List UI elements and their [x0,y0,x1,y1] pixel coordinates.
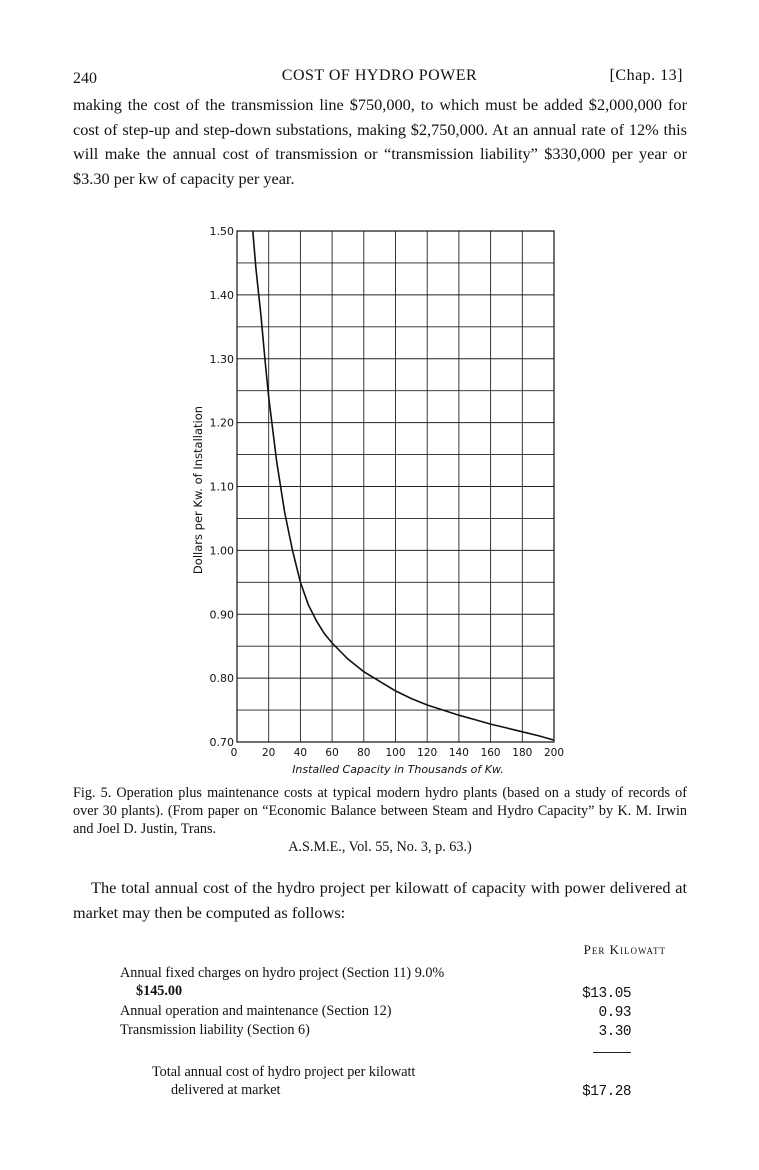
x-tick-label: 20 [262,747,276,759]
cost-curve [253,231,554,740]
column-header [584,942,666,958]
y-tick-label: 1.00 [209,544,234,558]
x-axis-label: Installed Capacity in Thousands of Kw. [292,763,504,776]
row-fixed-charges-value: $13.05 [582,986,631,1002]
y-tick-label: 0.70 [209,736,234,749]
y-tick-label: 0.90 [209,608,234,622]
total-rule [593,1052,631,1053]
x-tick-label: 100 [385,747,406,759]
y-tick-label: 1.30 [209,352,234,366]
x-tick-label: 80 [357,747,371,759]
y-axis-label: Dollars per Kw. of Installation [191,405,205,575]
y-tick-label: 1.50 [209,225,234,238]
y-tick-labels [210,225,235,749]
x-tick-labels [231,747,564,759]
transition-paragraph: The total annual cost of the hydro project per kilowatt of capacity with power delivered at market may then be computed as follows: [73,878,687,922]
x-tick-label: 40 [293,747,308,759]
column-header-text: Per Kilowatt [583,942,666,957]
x-tick-label: 140 [448,747,469,759]
x-tick-label: 160 [480,747,501,759]
x-tick-label: 0 [230,747,238,759]
x-tick-label: 120 [417,747,438,759]
chapter-reference: [Chap. 13] [609,67,683,84]
x-tick-label: 180 [512,747,533,759]
caption-last-line: A.S.M.E., Vol. 55, No. 3, p. 63.) [288,839,472,855]
page-number: 240 [73,70,97,87]
row-operation-label: Annual operation and maintenance (Section 12) [120,1003,392,1019]
row-transmission-label: Transmission liability (Section 6) [120,1022,310,1038]
running-title: COST OF HYDRO POWER [281,67,478,84]
row-fixed-charges-label: Annual fixed charges on hydro project (Section 11) 9.0% [120,965,445,981]
chart-grid [237,231,554,742]
caption-text: Fig. 5. Operation plus maintenance costs at typical modern hydro plants (based on a study of records of over 30 plants). (From paper on “Economic Balance between Steam and Hydro Capacity” by K. M. Irwin and Joel D. Justin, Trans. [73,785,687,837]
row-fixed-charges-label-cont: $145.00 [136,983,183,999]
y-tick-label: 1.20 [209,416,234,430]
row-operation-value: 0.93 [598,1005,631,1021]
x-tick-label: 200 [543,747,565,759]
x-tick-label: 60 [325,747,339,759]
total-value: $17.28 [582,1084,631,1100]
y-tick-label: 1.10 [209,480,234,494]
total-label-line1: Total annual cost of hydro project per kilowatt [152,1064,416,1080]
y-tick-label: 1.40 [209,288,234,302]
intro-paragraph: making the cost of the transmission line $750,000, to which must be added $2,000,000 for cost of step-up and step-down substations, making $2,750,000. At an annual rate of 12% this will make the annual cost of transmission or “transmission liability” $330,000 per year or $3.30 per kw of capacity per year. [73,95,687,188]
total-label-line2: delivered at market [171,1082,281,1098]
y-tick-label: 0.80 [209,672,234,686]
row-transmission-value: 3.30 [598,1024,631,1040]
figure-caption [73,784,687,856]
